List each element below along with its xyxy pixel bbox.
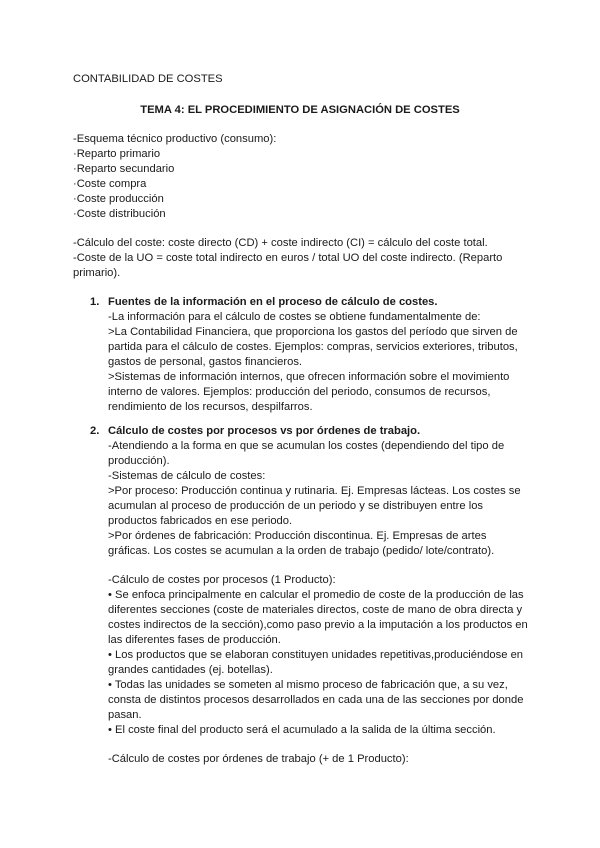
- formula-line: primario).: [73, 267, 121, 279]
- intro-line: -Esquema técnico productivo (consumo):: [73, 133, 277, 145]
- section1-line: rendimiento de los recursos, despilfarros.: [108, 401, 313, 413]
- section2-line: productos fabricados en ese periodo.: [108, 515, 293, 527]
- processes-line: consta de distintos procesos desarrollados en cada una de las secciones por donde: [108, 694, 524, 706]
- section1-line: interno de valores. Ejemplos: producción del periodo, consumos de recursos,: [108, 386, 491, 398]
- processes-line: pasan.: [108, 709, 142, 721]
- section2-line: producción).: [108, 455, 170, 467]
- processes-line: diferentes secciones (coste de materiales directos, coste de mano de obra directa y: [108, 604, 523, 616]
- processes-line: • Los productos que se elaboran constituyen unidades repetitivas,produciéndose en: [108, 649, 524, 661]
- processes-line: las diferentes fases de producción.: [108, 634, 281, 646]
- section2-heading: Cálculo de costes por procesos vs por órdenes de trabajo.: [108, 425, 421, 437]
- section1-number: 1.: [90, 296, 100, 308]
- processes-line: grandes cantidades (ej. botellas).: [108, 664, 273, 676]
- section2-line: acumulan al proceso de producción de un periodo y se distribuyen entre los: [108, 500, 484, 512]
- section1-line: -La información para el cálculo de costes se obtiene fundamentalmente de:: [108, 311, 481, 323]
- section1-line: >La Contabilidad Financiera, que proporciona los gastos del período que sirven de: [108, 326, 518, 338]
- intro-line: ·Reparto secundario: [73, 163, 175, 175]
- processes-line: costes indirectos de la sección),como paso previo a la imputación a los productos en: [108, 619, 528, 631]
- section2-line: >Por proceso: Producción continua y rutinaria. Ej. Empresas lácteas. Los costes se: [108, 485, 521, 497]
- processes-line: • Se enfoca principalmente en calcular el promedio de coste de la producción de las: [108, 589, 524, 601]
- section1-line: partida para el cálculo de costes. Ejemplos: compras, servicios exteriores, tributos,: [108, 341, 518, 353]
- intro-line: ·Coste producción: [73, 193, 164, 205]
- section1-line: gastos de personal, gastos financieros.: [108, 356, 303, 368]
- processes-line: -Cálculo de costes por procesos (1 Producto):: [108, 574, 336, 586]
- intro-line: ·Coste compra: [73, 178, 147, 190]
- processes-line: • El coste final del producto será el acumulado a la salida de la última sección.: [108, 724, 496, 736]
- section1-line: >Sistemas de información internos, que ofrecen información sobre el movimiento: [108, 371, 510, 383]
- section2-line: -Sistemas de cálculo de costes:: [108, 470, 266, 482]
- doc-header: CONTABILIDAD DE COSTES: [73, 73, 223, 85]
- formula-line: -Cálculo del coste: coste directo (CD) + coste indirecto (CI) = cálculo del coste total.: [73, 237, 488, 249]
- doc-title: TEMA 4: EL PROCEDIMIENTO DE ASIGNACIÓN DE COSTES: [140, 104, 460, 116]
- section1-heading: Fuentes de la información en el proceso de cálculo de costes.: [108, 296, 438, 308]
- intro-line: ·Coste distribución: [73, 208, 166, 220]
- formula-line: -Coste de la UO = coste total indirecto en euros / total UO del coste indirecto. (Reparto: [73, 252, 503, 264]
- section2-line: >Por órdenes de fabricación: Producción discontinua. Ej. Empresas de artes: [108, 530, 487, 542]
- processes-line: • Todas las unidades se someten al mismo proceso de fabricación que, a su vez,: [108, 679, 508, 691]
- section2-line: gráficas. Los costes se acumulan a la orden de trabajo (pedido/ lote/contrato).: [108, 545, 495, 557]
- intro-line: ·Reparto primario: [73, 148, 161, 160]
- orders-line: -Cálculo de costes por órdenes de trabajo (+ de 1 Producto):: [108, 753, 409, 765]
- section2-number: 2.: [90, 425, 100, 437]
- section2-line: -Atendiendo a la forma en que se acumulan los costes (dependiendo del tipo de: [108, 440, 505, 452]
